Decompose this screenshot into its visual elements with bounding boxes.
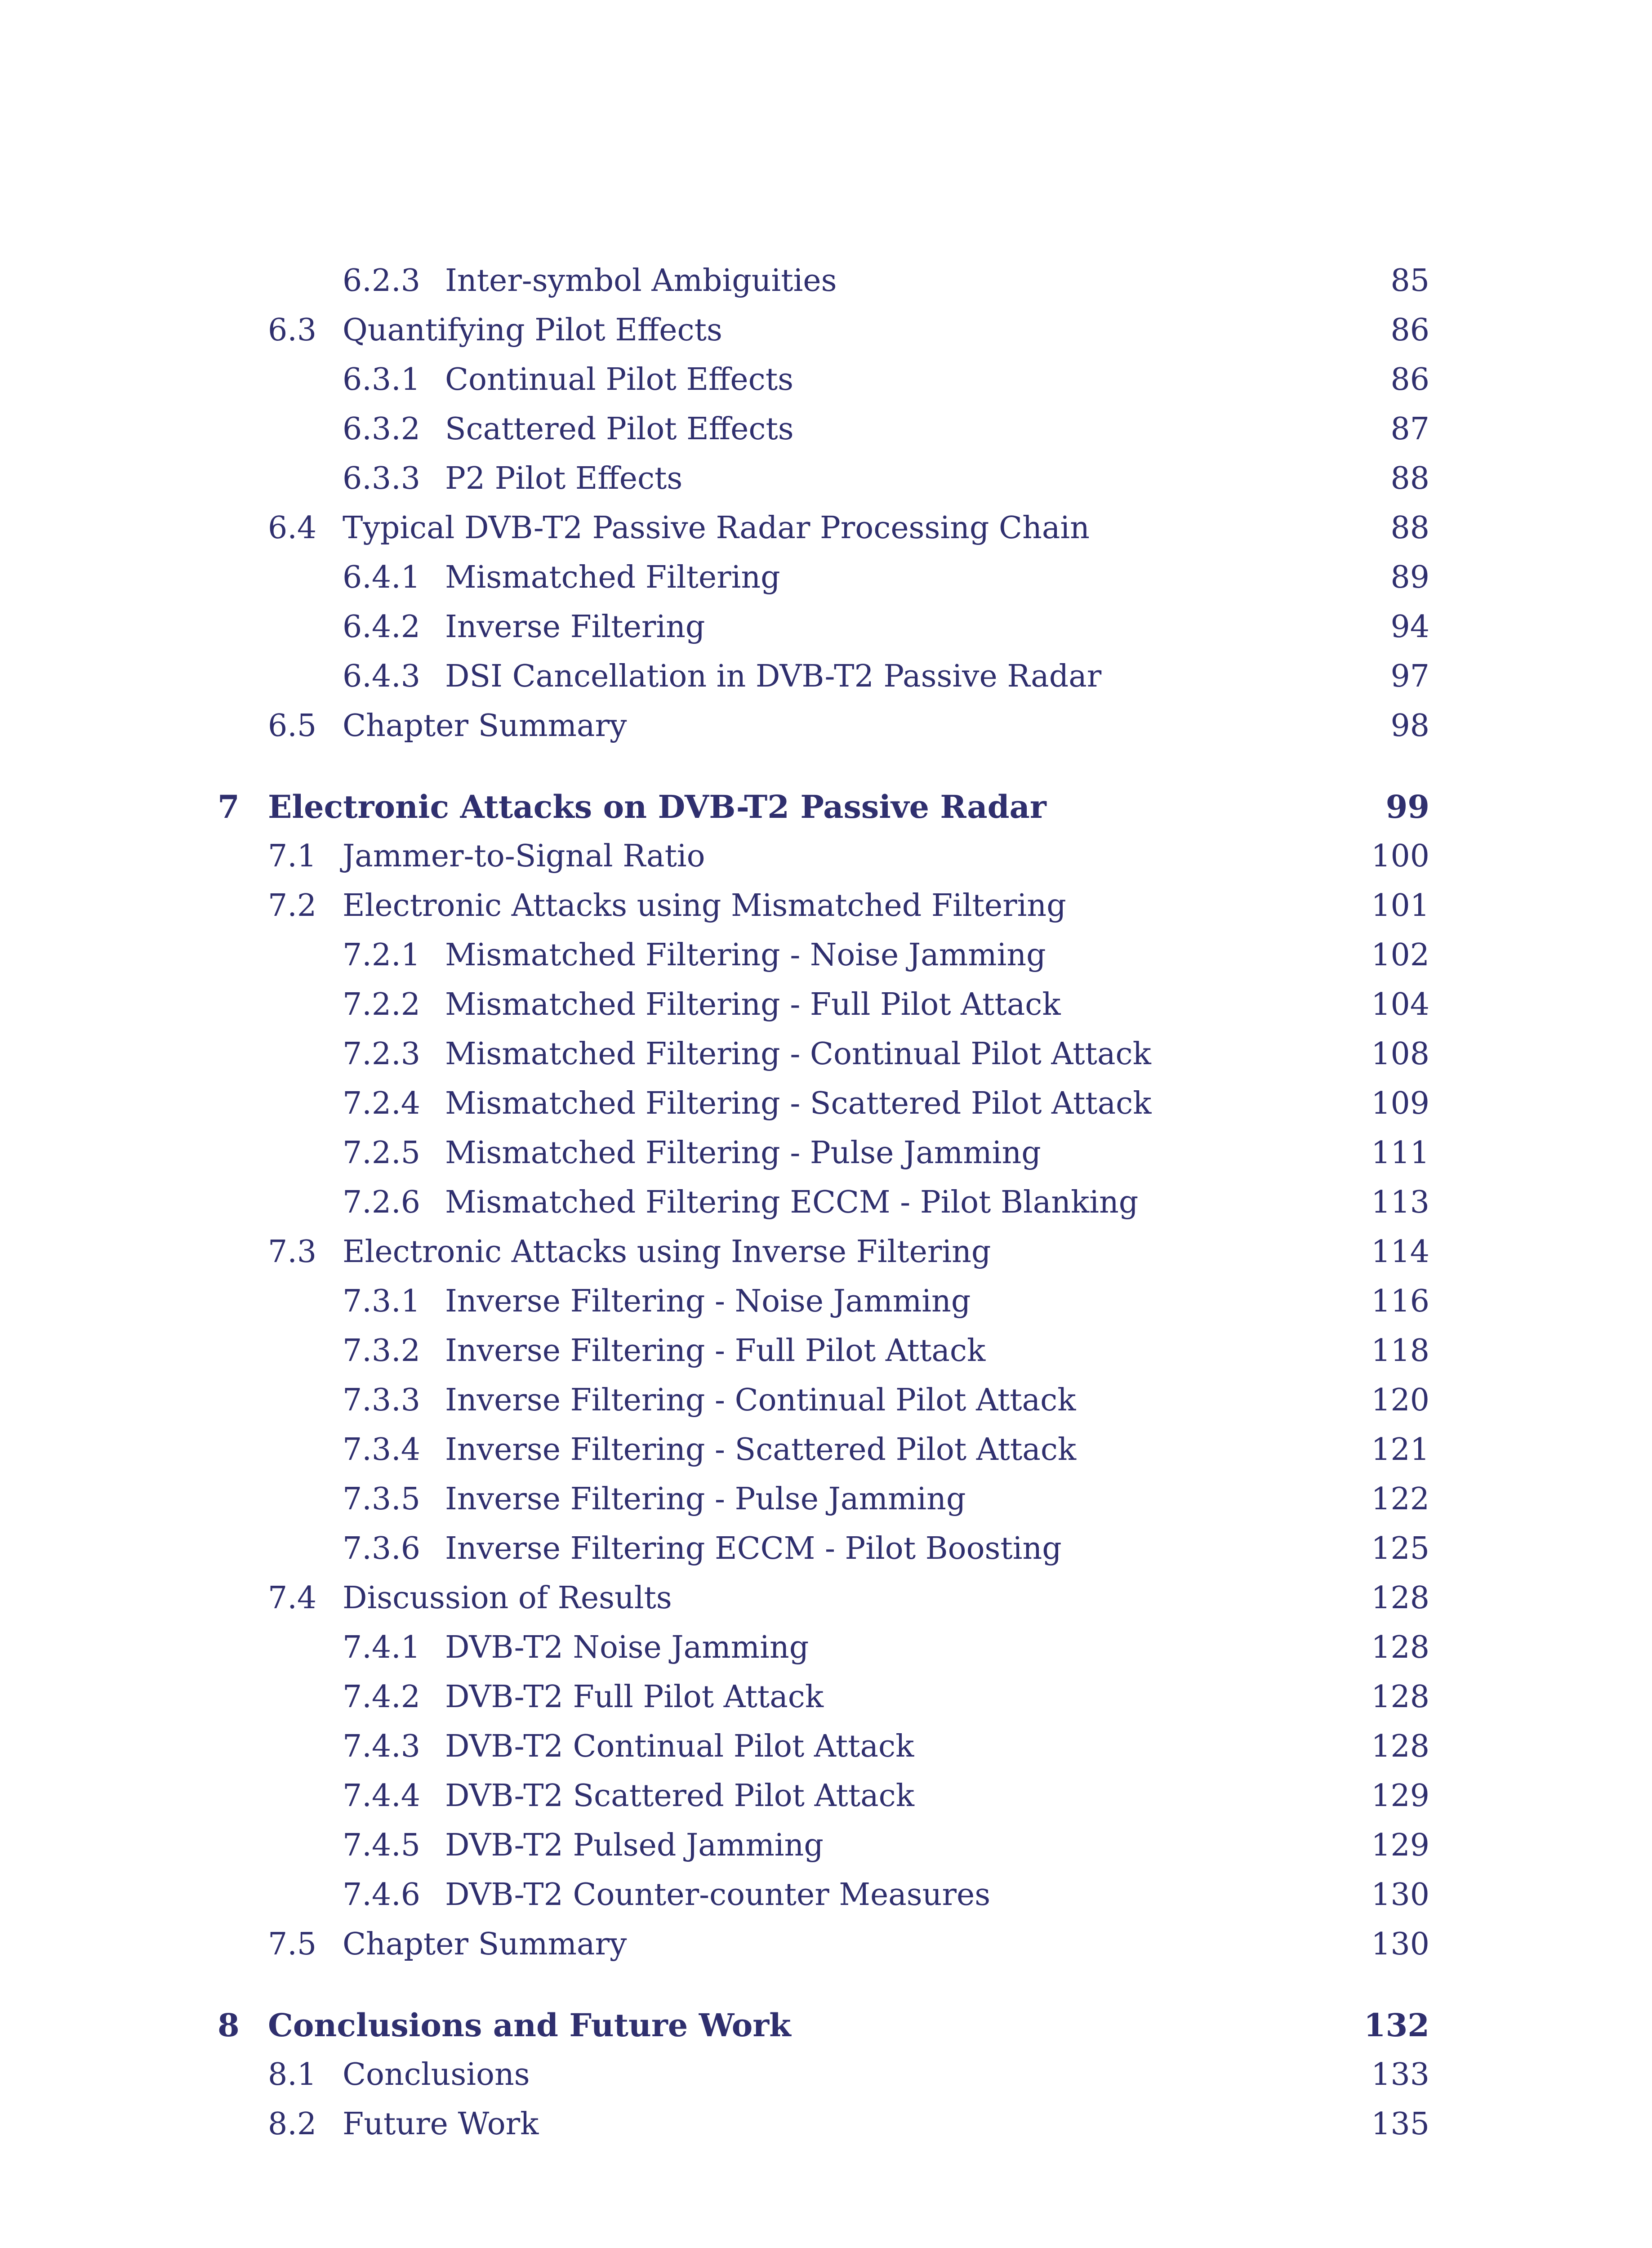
- toc-subsection-entry[interactable]: [0, 553, 1652, 602]
- toc-entry-page: 132: [1355, 2001, 1429, 2050]
- toc-entry-number: 6.3.2: [343, 411, 421, 447]
- toc-entry-title[interactable]: DVB-T2 Pulsed Jamming: [445, 1821, 833, 1870]
- toc-entry-number: 7.2.4: [343, 1086, 421, 1121]
- toc-subsection-entry[interactable]: [0, 1821, 1652, 1870]
- toc-subsection-entry[interactable]: [0, 1673, 1652, 1722]
- toc-entry-page: 121: [1362, 1425, 1429, 1475]
- toc-section-entry[interactable]: [0, 1227, 1652, 1277]
- toc-entry-number: 8: [218, 2007, 240, 2044]
- toc-entry-title[interactable]: Conclusions and Future Work: [268, 2001, 801, 2050]
- toc-entry-title[interactable]: Conclusions: [343, 2050, 540, 2100]
- toc-subsection-entry[interactable]: [0, 602, 1652, 652]
- toc-entry-page: 104: [1362, 980, 1429, 1030]
- toc-entry-number: 7.2.1: [343, 937, 421, 973]
- toc-section-entry[interactable]: [0, 2100, 1652, 2149]
- toc-entry-number: 7.4: [268, 1580, 317, 1616]
- toc-entry-page: 99: [1377, 782, 1429, 832]
- toc-section-entry[interactable]: [0, 881, 1652, 931]
- toc-subsection-entry[interactable]: [0, 1128, 1652, 1178]
- toc-entry-title[interactable]: Electronic Attacks on DVB-T2 Passive Radar: [268, 782, 1056, 832]
- toc-entry-number: 8.1: [268, 2057, 317, 2092]
- toc-entry-page: 85: [1381, 256, 1429, 306]
- toc-entry-title[interactable]: Inverse Filtering - Noise Jamming: [445, 1277, 980, 1326]
- toc-entry-page: 87: [1381, 405, 1429, 454]
- toc-entry-title[interactable]: Inverse Filtering - Full Pilot Attack: [445, 1326, 995, 1376]
- toc-entry-number: 6.2.3: [343, 263, 421, 299]
- toc-entry-page: 135: [1362, 2100, 1429, 2149]
- toc-entry-title[interactable]: Chapter Summary: [343, 1920, 637, 1969]
- toc-subsection-entry[interactable]: [0, 1425, 1652, 1475]
- table-of-contents: [0, 256, 1652, 2149]
- toc-entry-page: 94: [1381, 602, 1429, 652]
- toc-subsection-entry[interactable]: [0, 1722, 1652, 1771]
- toc-entry-title[interactable]: Inverse Filtering - Continual Pilot Attack: [445, 1376, 1086, 1425]
- toc-entry-number: 6.5: [268, 708, 317, 744]
- toc-entry-page: 102: [1362, 931, 1429, 980]
- toc-chapter-entry[interactable]: [0, 782, 1652, 832]
- toc-entry-page: 86: [1381, 355, 1429, 405]
- toc-section-entry[interactable]: [0, 1574, 1652, 1623]
- toc-entry-number: 7: [218, 788, 240, 825]
- toc-entry-number: 7.1: [268, 839, 317, 874]
- toc-entry-number: 7.4.2: [343, 1679, 421, 1715]
- toc-entry-title[interactable]: DVB-T2 Scattered Pilot Attack: [445, 1771, 924, 1821]
- toc-section-entry[interactable]: [0, 2050, 1652, 2100]
- toc-entry-page: 118: [1362, 1326, 1429, 1376]
- toc-subsection-entry[interactable]: [0, 1277, 1652, 1326]
- toc-subsection-entry[interactable]: [0, 1079, 1652, 1128]
- toc-subsection-entry[interactable]: [0, 256, 1652, 306]
- toc-entry-page: 130: [1362, 1920, 1429, 1969]
- toc-entry-number: 6.4: [268, 510, 317, 546]
- toc-entry-title[interactable]: Inverse Filtering ECCM - Pilot Boosting: [445, 1524, 1072, 1574]
- toc-entry-number: 7.5: [268, 1927, 317, 1962]
- toc-entry-title[interactable]: Continual Pilot Effects: [445, 355, 803, 405]
- toc-entry-number: 7.3.5: [343, 1481, 421, 1517]
- toc-subsection-entry[interactable]: [0, 1475, 1652, 1524]
- toc-section-entry[interactable]: [0, 306, 1652, 355]
- toc-entry-page: 88: [1381, 454, 1429, 504]
- toc-entry-number: 7.2.6: [343, 1185, 421, 1220]
- toc-subsection-entry[interactable]: [0, 355, 1652, 405]
- toc-entry-page: 114: [1362, 1227, 1429, 1277]
- toc-entry-title[interactable]: Mismatched Filtering - Noise Jamming: [445, 931, 1056, 980]
- toc-entry-title[interactable]: Mismatched Filtering - Scattered Pilot Attack: [445, 1079, 1161, 1128]
- toc-entry-title[interactable]: Inverse Filtering: [445, 602, 715, 652]
- toc-entry-page: 98: [1381, 701, 1429, 751]
- toc-subsection-entry[interactable]: [0, 1524, 1652, 1574]
- toc-subsection-entry[interactable]: [0, 405, 1652, 454]
- toc-entry-number: 8.2: [268, 2106, 317, 2142]
- toc-entry-page: 128: [1362, 1574, 1429, 1623]
- toc-entry-number: 7.3.6: [343, 1531, 421, 1566]
- toc-entry-title[interactable]: Mismatched Filtering - Continual Pilot Attack: [445, 1030, 1161, 1079]
- toc-entry-number: 7.4.4: [343, 1778, 421, 1814]
- toc-entry-title[interactable]: Mismatched Filtering - Pulse Jamming: [445, 1128, 1051, 1178]
- toc-entry-number: 7.2.3: [343, 1036, 421, 1072]
- toc-entry-page: 129: [1362, 1821, 1429, 1870]
- toc-subsection-entry[interactable]: [0, 1178, 1652, 1227]
- toc-subsection-entry[interactable]: [0, 1030, 1652, 1079]
- toc-entry-page: 97: [1381, 652, 1429, 701]
- toc-entry-title[interactable]: Scattered Pilot Effects: [445, 405, 804, 454]
- toc-entry-title[interactable]: Inverse Filtering - Scattered Pilot Attack: [445, 1425, 1086, 1475]
- toc-entry-number: 6.4.3: [343, 659, 421, 694]
- toc-entry-page: 108: [1362, 1030, 1429, 1079]
- toc-entry-number: 7.4.6: [343, 1877, 421, 1913]
- toc-entry-page: 100: [1362, 832, 1429, 881]
- toc-entry-title[interactable]: Mismatched Filtering ECCM - Pilot Blanking: [445, 1178, 1148, 1227]
- toc-chapter-entry[interactable]: [0, 2001, 1652, 2050]
- toc-entry-number: 6.4.2: [343, 609, 421, 645]
- toc-section-entry[interactable]: [0, 832, 1652, 881]
- toc-entry-title[interactable]: DSI Cancellation in DVB-T2 Passive Radar: [445, 652, 1111, 701]
- toc-entry-title[interactable]: Quantifying Pilot Effects: [343, 306, 732, 355]
- toc-entry-page: 89: [1381, 553, 1429, 602]
- toc-entry-title[interactable]: P2 Pilot Effects: [445, 454, 692, 504]
- toc-entry-number: 6.3.1: [343, 362, 421, 397]
- toc-entry-title[interactable]: DVB-T2 Continual Pilot Attack: [445, 1722, 924, 1771]
- toc-entry-title[interactable]: Electronic Attacks using Inverse Filtering: [343, 1227, 1001, 1277]
- toc-subsection-entry[interactable]: [0, 1326, 1652, 1376]
- toc-subsection-entry[interactable]: [0, 931, 1652, 980]
- toc-entry-title[interactable]: Inter-symbol Ambiguities: [445, 256, 846, 306]
- toc-entry-title[interactable]: Electronic Attacks using Mismatched Filtering: [343, 881, 1076, 931]
- toc-entry-number: 7.3.1: [343, 1284, 421, 1319]
- toc-entry-number: 7.2.2: [343, 987, 421, 1022]
- toc-entry-number: 6.4.1: [343, 560, 421, 595]
- toc-entry-page: 111: [1362, 1128, 1429, 1178]
- toc-entry-title[interactable]: Typical DVB-T2 Passive Radar Processing Chain: [343, 504, 1100, 553]
- toc-entry-number: 7.2: [268, 888, 317, 923]
- toc-entry-number: 7.2.5: [343, 1135, 421, 1171]
- toc-entry-page: 120: [1362, 1376, 1429, 1425]
- toc-entry-number: 7.3.3: [343, 1383, 421, 1418]
- toc-entry-page: 133: [1362, 2050, 1429, 2100]
- toc-entry-number: 7.3.4: [343, 1432, 421, 1467]
- toc-entry-page: 128: [1362, 1722, 1429, 1771]
- toc-entry-page: 109: [1362, 1079, 1429, 1128]
- toc-entry-page: 101: [1362, 881, 1429, 931]
- toc-entry-title[interactable]: Chapter Summary: [343, 701, 637, 751]
- toc-subsection-entry[interactable]: [0, 652, 1652, 701]
- toc-section-entry[interactable]: [0, 701, 1652, 751]
- toc-section-entry[interactable]: [0, 1920, 1652, 1969]
- toc-entry-page: 88: [1381, 504, 1429, 553]
- toc-entry-title[interactable]: Discussion of Results: [343, 1574, 682, 1623]
- toc-entry-page: 116: [1362, 1277, 1429, 1326]
- toc-entry-title[interactable]: DVB-T2 Noise Jamming: [445, 1623, 819, 1673]
- toc-entry-number: 7.3: [268, 1234, 317, 1270]
- toc-entry-title[interactable]: Mismatched Filtering: [445, 553, 790, 602]
- toc-subsection-entry[interactable]: [0, 1376, 1652, 1425]
- toc-entry-title[interactable]: Future Work: [343, 2100, 548, 2149]
- toc-subsection-entry[interactable]: [0, 980, 1652, 1030]
- toc-entry-title[interactable]: Inverse Filtering - Pulse Jamming: [445, 1475, 976, 1524]
- toc-entry-title[interactable]: DVB-T2 Full Pilot Attack: [445, 1673, 833, 1722]
- toc-entry-page: 128: [1362, 1673, 1429, 1722]
- toc-entry-number: 7.4.5: [343, 1828, 421, 1863]
- toc-subsection-entry[interactable]: [0, 454, 1652, 504]
- toc-entry-page: 86: [1381, 306, 1429, 355]
- toc-section-entry[interactable]: [0, 504, 1652, 553]
- toc-subsection-entry[interactable]: [0, 1870, 1652, 1920]
- toc-entry-title[interactable]: DVB-T2 Counter-counter Measures: [445, 1870, 1000, 1920]
- toc-entry-title[interactable]: Mismatched Filtering - Full Pilot Attack: [445, 980, 1071, 1030]
- toc-entry-page: 128: [1362, 1623, 1429, 1673]
- toc-subsection-entry[interactable]: [0, 1771, 1652, 1821]
- toc-entry-page: 129: [1362, 1771, 1429, 1821]
- toc-entry-number: 7.4.3: [343, 1729, 421, 1764]
- toc-entry-page: 125: [1362, 1524, 1429, 1574]
- toc-entry-page: 122: [1362, 1475, 1429, 1524]
- toc-entry-title[interactable]: Jammer-to-Signal Ratio: [343, 832, 715, 881]
- toc-entry-number: 7.4.1: [343, 1630, 421, 1665]
- toc-entry-page: 113: [1362, 1178, 1429, 1227]
- toc-entry-page: 130: [1362, 1870, 1429, 1920]
- toc-entry-number: 7.3.2: [343, 1333, 421, 1369]
- toc-entry-number: 6.3.3: [343, 461, 421, 496]
- toc-entry-number: 6.3: [268, 312, 317, 348]
- toc-subsection-entry[interactable]: [0, 1623, 1652, 1673]
